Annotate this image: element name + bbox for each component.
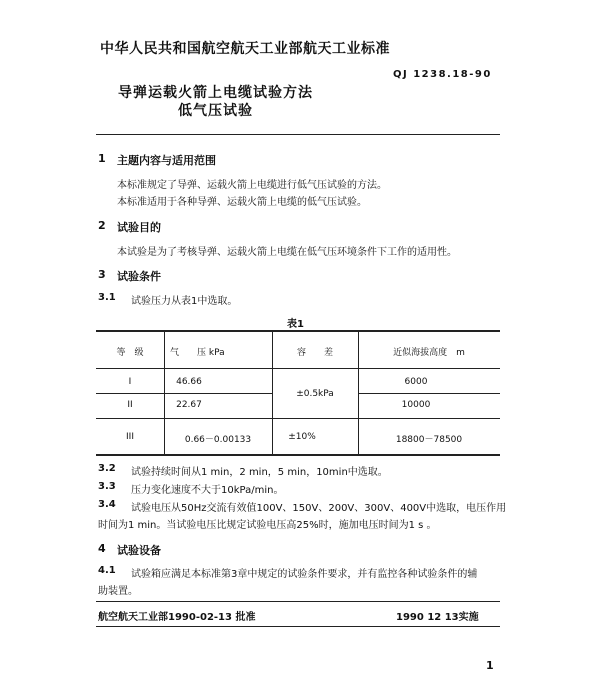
clause-3-1-number: 3.1: [98, 292, 116, 303]
section-1-para-1: 本标准规定了导弹、运载火箭上电缆进行低气压试验的方法。: [117, 180, 387, 191]
table-header-tolerance: 容 差: [296, 348, 333, 358]
table-bottom-border: [96, 454, 500, 456]
table-top-border: [96, 330, 500, 332]
section-2-title: 试验目的: [117, 221, 161, 234]
issuing-organization: 中华人民共和国航空航天工业部航天工业标准: [100, 41, 390, 57]
clause-4-1-number: 4.1: [98, 565, 116, 576]
section-1-para-2: 本标准适用于各种导弹、运载火箭上电缆的低气压试验。: [117, 197, 367, 208]
section-1-number: 1: [98, 152, 106, 165]
table-row-divider: [96, 418, 500, 419]
implementation-date: 1990 12 13实施: [396, 612, 479, 623]
table-row-1-altitude: 6000: [404, 377, 428, 387]
clause-3-1-text: 试验压力从表1中选取。: [131, 296, 238, 307]
section-3-number: 3: [98, 268, 106, 281]
table-row-2-pressure: 22.67: [176, 400, 202, 410]
header-rule: [96, 134, 500, 135]
table-1-title: 表1: [287, 319, 304, 330]
table-header-altitude: 近似海拔高度 m: [393, 348, 465, 358]
section-1-title: 主题内容与适用范围: [117, 154, 216, 167]
section-4-number: 4: [98, 542, 106, 555]
table-col-divider-1: [164, 330, 165, 454]
page-number: 1: [486, 659, 494, 672]
table-row-3-grade: III: [126, 432, 134, 442]
table-row-2-altitude: 10000: [401, 400, 431, 410]
table-row-3-altitude: 18800－78500: [395, 435, 463, 445]
table-header-divider: [96, 368, 500, 369]
clause-3-4-number: 3.4: [98, 499, 116, 510]
footer-rule: [96, 601, 500, 602]
table-header-pressure: 气 压 kPa: [170, 348, 225, 358]
clause-4-1-line-2: 助装置。: [98, 586, 138, 597]
document-subtitle: 低气压试验: [178, 103, 253, 119]
clause-3-4-line-2: 时间为1 min。当试验电压比规定试验电压高25%时，施加电压时间为1 s 。: [98, 520, 437, 531]
document-title: 导弹运载火箭上电缆试验方法: [118, 85, 313, 101]
clause-3-3-text: 压力变化速度不大于10kPa/min。: [131, 485, 284, 496]
section-2-para-1: 本试验是为了考核导弹、运载火箭上电缆在低气压环境条件下工作的适用性。: [117, 247, 457, 258]
section-4-title: 试验设备: [117, 544, 161, 557]
section-3-title: 试验条件: [117, 270, 161, 283]
table-row-1-grade: I: [128, 377, 132, 387]
approval-date: 航空航天工业部1990-02-13 批准: [98, 612, 256, 623]
table-row-divider-right: [358, 393, 500, 394]
table-row-3-tolerance: ±10%: [288, 432, 316, 442]
clause-3-2-number: 3.2: [98, 463, 116, 474]
table-merged-tolerance: ±0.5kPa: [296, 389, 334, 399]
clause-4-1-line-1: 试验箱应满足本标准第3章中规定的试验条件要求，并有监控各种试验条件的辅: [131, 569, 478, 580]
table-row-3-pressure: 0.66－0.00133: [184, 435, 252, 445]
table-row-1-pressure: 46.66: [176, 377, 202, 387]
clause-3-2-text: 试验持续时间从1 min，2 min，5 min，10min中选取。: [131, 467, 388, 478]
footer-bottom-rule: [96, 626, 500, 627]
clause-3-3-number: 3.3: [98, 481, 116, 492]
clause-3-4-line-1: 试验电压从50Hz交流有效值100V、150V、200V、300V、400V中选取，电压作用: [131, 503, 507, 514]
standard-code: QJ 1238.18-90: [393, 69, 492, 80]
table-row-2-grade: II: [127, 400, 133, 410]
table-header-grade: 等 级: [116, 348, 144, 358]
table-row-divider-left: [96, 393, 272, 394]
section-2-number: 2: [98, 219, 106, 232]
